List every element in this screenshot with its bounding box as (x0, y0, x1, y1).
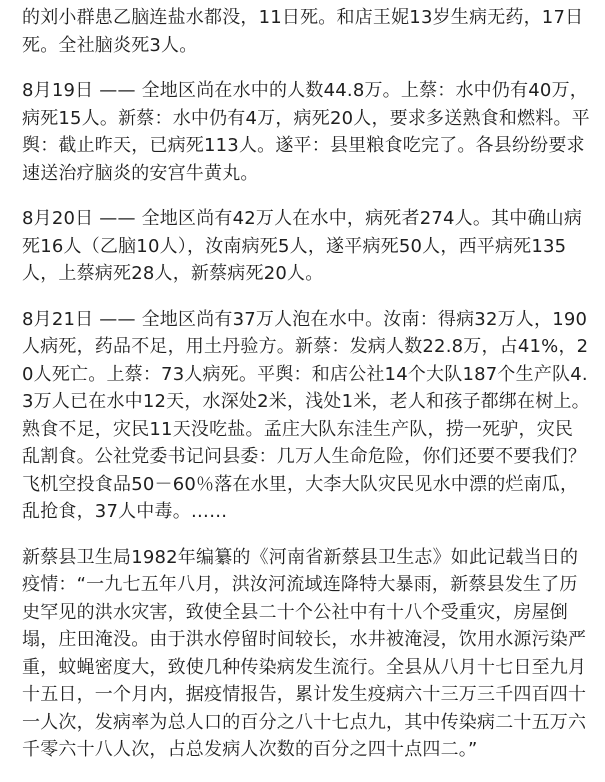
paragraph-aug-20: 8月20日 —— 全地区尚有42万人在水中，病死者274人。其中确山病死16人（乙脑10人），汝南病死5人，遂平病死50人，西平病死135人，上蔡病死28人，新蔡病死20人。 (22, 208, 583, 284)
article-body (22, 0, 590, 782)
paragraph-aug-continued: 的刘小群患乙脑连盐水都没，11日死。和店王妮13岁生病无药，17日死。全社脑炎死3人。 (22, 7, 584, 56)
paragraph-aug-19: 8月19日 —— 全地区尚在水中的人数44.8万。上蔡：水中仍有40万，病死15人。新蔡：水中仍有4万，病死20人，要求多送熟食和燃料。平舆：截止昨天，已病死113人。遂平：县里粮食吃完了。各县纷纷要求速送治疗脑炎的安宫牛黄丸。 (22, 80, 590, 184)
paragraph-xincai-health-record: 新蔡县卫生局1982年编纂的《河南省新蔡县卫生志》如此记载当日的疫情：“一九七五年八月，洪汝河流域连降特大暴雨，新蔡县发生了历史罕见的洪水灾害，致使全县二十个公社中有十八个受重灾，房屋倒塌，庄田淹没。由于洪水停留时间较长，水井被淹浸，饮用水源污染严重，蚊蝇密度大，致使几种传染病发生流行。全县从八月十七日至九月十五日，一个月内，据疫情报告，累计发生疫病六十三万三千四百四十一人次，发病率为总人口的百分之八十七点九，其中传染病二十五万六千零六十八人次，占总发病人次数的百分之四十点四二。” (22, 546, 587, 760)
paragraph-aug-21: 8月21日 —— 全地区尚有37万人泡在水中。汝南：得病32万人，190人病死，药品不足，用土丹验方。新蔡：发病人数22.8万，占41%，20人死亡。上蔡：73人病死。平舆：和店公社14个大队187个生产队4.3万人已在水中12天，水深处2米，浅处1米，老人和孩子都绑在树上。熟食不足，灾民11天没吃盐。孟庄大队东洼生产队，捞一死驴，灾民乱割食。公社党委书记问县委：几万人生命危险，你们还要不要我们？飞机空投食品50－60％落在水里，大李大队灾民见水中漂的烂南瓜，乱抢食，37人中毒。…… (22, 308, 590, 522)
